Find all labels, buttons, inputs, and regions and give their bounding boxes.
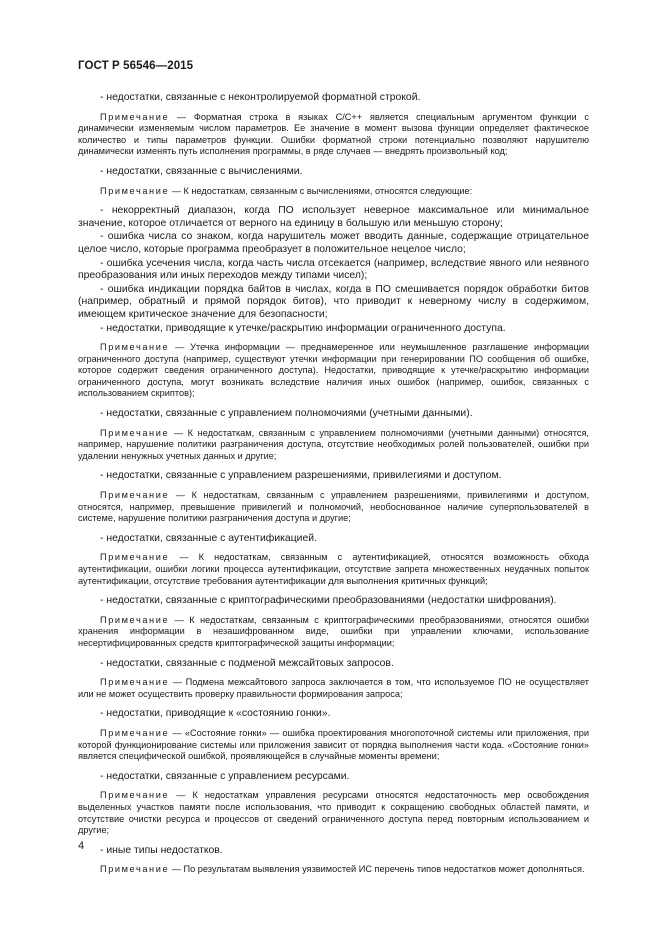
list-item: - некорректный диапазон, когда ПО использует неверное максимальное или минимальное значение, которое отличается от верного на единицу в большую или меньшую сторону; xyxy=(78,205,589,229)
note-paragraph xyxy=(78,728,589,763)
note-text: — К недостаткам, связанным с управлением полномочиями (учетными данными) относятся, например, нарушение политики разграничения доступа, отсутствие необходимых ролей пользователей, ошибки при удалении ненужных учетных данных и другие; xyxy=(78,427,589,461)
list-item: - недостатки, связанные с подменой межсайтовых запросов. xyxy=(100,657,394,669)
list-item: - ошибка усечения числа, когда часть числа отсекается (например, вследствие явного или неявного преобразования или иных переходов между типами чисел); xyxy=(78,257,589,282)
list-item: - недостатки, приводящие к «состоянию гонки». xyxy=(100,708,331,720)
note-text: — «Состояние гонки» — ошибка проектирования многопоточной системы или приложения, при которой функционирование системы или приложения зависит от порядка выполнения части кода. «Состояние гонки» является специфической ошибкой, проявляющейся в случайные моменты времени; xyxy=(78,727,589,762)
list-item: - недостатки, приводящие к утечке/раскрытию информации ограниченного доступа. xyxy=(100,322,506,334)
note-paragraph xyxy=(78,790,589,836)
note-paragraph xyxy=(78,677,589,700)
note-paragraph xyxy=(78,428,589,463)
note-label: Примечание xyxy=(100,552,170,563)
note-text: — К недостаткам, связанным с вычислениями, относятся следующие: xyxy=(169,185,473,196)
note-label: Примечание xyxy=(100,677,170,688)
note-label: Примечание xyxy=(100,427,170,438)
note-text: — Утечка информации — преднамеренное или неумышленное разглашение информации ограниченного доступа (например, существуют утечки информации при генерировании ПО сообщения об ошибке, которое содержит сведения ограниченного доступа). Недостатки, приводящие к утечке/раскрытию информации ограниченного доступа, могут возникать вследствие наличия иных ошибок (например, ошибок, связанных с использованием скриптов); xyxy=(78,342,589,399)
note-label: Примечание xyxy=(100,185,170,196)
list-item: - недостатки, связанные с управлением ресурсами. xyxy=(100,770,350,782)
note-label: Примечание xyxy=(100,342,170,353)
note-text: — К недостаткам управления ресурсами относятся недостаточность мер освобождения выделенных участков памяти после использования, что приводит к сокращению свободных областей памяти, и отсутствие очистки ресурса и процессов от сведений ограниченного доступа перед повторным использованием и другие; xyxy=(78,790,589,836)
document-body xyxy=(78,92,589,884)
list-item: - иные типы недостатков. xyxy=(100,844,223,856)
list-item: - недостатки, связанные с аутентификацией. xyxy=(100,532,317,544)
note-label: Примечание xyxy=(100,864,170,875)
note-paragraph xyxy=(78,186,589,198)
note-paragraph xyxy=(78,342,589,400)
list-item: - недостатки, связанные с неконтролируемой форматной строкой. xyxy=(100,92,421,103)
note-text: — К недостаткам, связанным с управлением разрешениями, привилегиями и доступом, относятся, например, превышение привилегий и полномочий, необоснованное наличие суперпользователей в системе, нарушение политики разграничения доступа и другие; xyxy=(78,490,589,524)
list-item: - недостатки, связанные с криптографическими преобразованиями (недостатки шифрования). xyxy=(100,595,557,607)
note-paragraph xyxy=(78,112,589,158)
note-paragraph xyxy=(78,490,589,525)
note-paragraph xyxy=(78,615,589,650)
note-text: — По результатам выявления уязвимостей ИС перечень типов недостатков может дополняться. xyxy=(169,864,585,875)
list-item: - недостатки, связанные с вычислениями. xyxy=(100,165,303,177)
list-item: - недостатки, связанные с управлением разрешениями, привилегиями и доступом. xyxy=(100,470,502,482)
note-label: Примечание xyxy=(100,111,170,122)
list-item: - недостатки, связанные с управлением полномочиями (учетными данными). xyxy=(100,408,473,420)
note-label: Примечание xyxy=(100,490,170,501)
note-text: — К недостаткам, связанным с аутентификацией, относятся возможность обхода аутентификации, ошибки логики процесса аутентификации, отсутствие запрета множественных неудачных попыток аутентификации, отсутствие требования аутентификации для выполнения критичных функций; xyxy=(78,552,589,586)
list-item: - ошибка числа со знаком, когда нарушитель может вводить данные, содержащие отрицательное целое число, которые программа преобразует в положительное нецелое число; xyxy=(78,231,589,255)
list-item: - ошибка индикации порядка байтов в числах, когда в ПО смешивается порядок обработки битов (например, обратный и прямой порядок битов), что приводит к неверному числу в содержимом, имеющем критическое значение для безопасности; xyxy=(78,283,589,320)
note-paragraph xyxy=(78,552,589,587)
note-paragraph xyxy=(78,864,589,876)
document-header: ГОСТ Р 56546—2015 xyxy=(78,60,194,72)
note-text: — К недостаткам, связанным с криптографическими преобразованиями, относятся ошибки хранения информации в незашифрованном виде, ошибки при управлении ключами, использование несертифицированных средств криптографической защиты информации; xyxy=(78,614,589,648)
note-label: Примечание xyxy=(100,614,170,625)
page-number: 4 xyxy=(78,840,85,852)
note-text: — Подмена межсайтового запроса заключается в том, что используемое ПО не осуществляет или не может осуществить проверку правильности формирования запроса; xyxy=(78,677,589,699)
note-label: Примечание xyxy=(100,790,170,801)
note-text: — Форматная строка в языках C/C++ является специальным аргументом функции с динамически изменяемым числом параметров. Ее значение в момент вызова функции определяет фактическое количество и типы параметров функции. Ошибки форматной строки потенциально позволяют нарушителю динамически изменять путь исполнения программы, в ряде случаев — внедрять произвольный код; xyxy=(78,111,589,157)
note-label: Примечание xyxy=(100,727,170,738)
